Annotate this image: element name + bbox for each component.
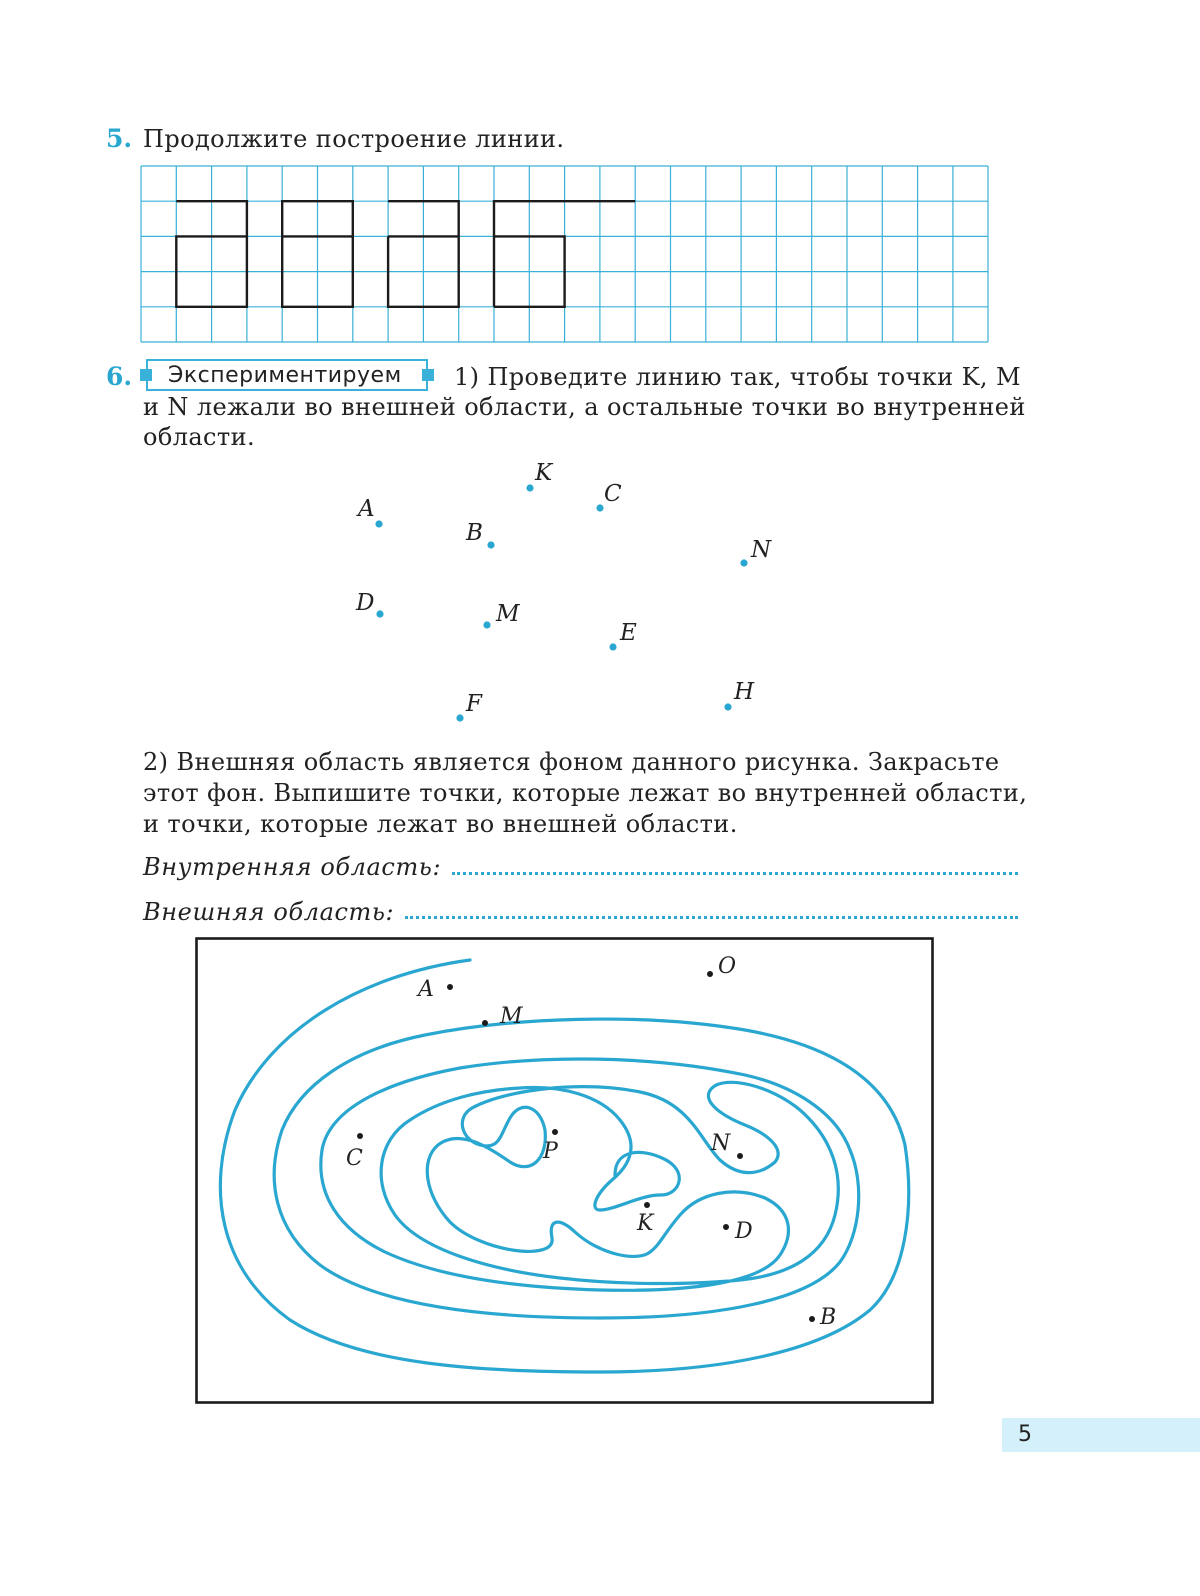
page-number-box	[1002, 1418, 1200, 1452]
point-k-label: K	[535, 460, 553, 486]
point-b-label: B	[466, 520, 483, 546]
point-a-label: A	[358, 496, 375, 522]
point-d-dot	[376, 610, 383, 617]
point-dots	[375, 484, 747, 721]
maze-point-m-dot	[482, 1020, 488, 1026]
experiment-badge	[146, 359, 428, 391]
maze-point-p-dot	[552, 1129, 558, 1135]
pattern-line	[176, 201, 635, 307]
maze-point-a-label: A	[418, 977, 434, 1002]
maze-point-k-dot	[644, 1202, 650, 1208]
maze-point-o-label: O	[718, 954, 737, 979]
maze-point-p-label: P	[543, 1139, 558, 1164]
point-n-label: N	[751, 537, 772, 563]
maze-curve	[220, 960, 908, 1372]
task-6-number: 6.	[106, 362, 133, 391]
maze-point-n-label: N	[711, 1131, 731, 1156]
maze-frame	[197, 939, 933, 1403]
point-f-label: F	[466, 691, 482, 717]
maze-point-n-dot	[737, 1153, 743, 1159]
point-h-label: H	[734, 679, 755, 705]
badge-label: Экспериментируем	[168, 363, 402, 388]
point-e-label: E	[620, 620, 637, 646]
outer-area-label: Внешняя область:	[143, 898, 395, 926]
inner-area-label: Внутренняя область:	[143, 853, 442, 881]
point-m-dot	[483, 621, 490, 628]
inner-area-answer-line[interactable]	[452, 872, 1018, 875]
task-6-part2-line3: и точки, которые лежат во внешней области.	[143, 810, 738, 838]
maze-point-b-label: B	[820, 1305, 837, 1330]
maze-point-k-label: K	[637, 1211, 654, 1236]
point-field	[340, 455, 800, 730]
grid-figure	[136, 162, 994, 348]
point-h-dot	[724, 703, 731, 710]
maze-point-d-label: D	[735, 1219, 753, 1244]
badge-square-right	[422, 369, 434, 381]
task-6-part2-line2: этот фон. Выпишите точки, которые лежат во внутренней области,	[143, 779, 1028, 807]
point-n-dot	[740, 559, 747, 566]
maze-point-c-dot	[357, 1133, 363, 1139]
task-5-text: Продолжите построение линии.	[143, 125, 565, 153]
point-k-dot	[526, 484, 533, 491]
task-6-part1-line2: и N лежали во внешней области, а остальные точки во внутренней	[143, 393, 1026, 421]
point-d-label: D	[356, 590, 375, 616]
badge-square-left	[140, 369, 152, 381]
task-6-part1-line1: 1) Проведите линию так, чтобы точки K, M	[454, 363, 1021, 391]
point-c-dot	[596, 504, 603, 511]
maze-point-a-dot	[447, 984, 453, 990]
maze-point-b-dot	[809, 1316, 815, 1322]
maze-point-d-dot	[723, 1224, 729, 1230]
maze-point-c-label: C	[346, 1146, 363, 1171]
maze-figure	[194, 936, 936, 1406]
page-number: 5	[1018, 1422, 1032, 1447]
point-f-dot	[456, 714, 463, 721]
point-c-label: C	[604, 481, 622, 507]
point-a-dot	[375, 520, 382, 527]
point-e-dot	[609, 643, 616, 650]
point-m-label: M	[496, 601, 520, 627]
maze-point-dots	[357, 971, 815, 1322]
outer-area-answer-line[interactable]	[405, 916, 1018, 919]
maze-point-o-dot	[707, 971, 713, 977]
point-b-dot	[487, 541, 494, 548]
task-6-part1-line3: области.	[143, 423, 255, 451]
task-5-number: 5.	[106, 124, 133, 153]
maze-point-m-label: M	[500, 1004, 523, 1029]
task-6-part2-line1: 2) Внешняя область является фоном данного рисунка. Закрасьте	[143, 748, 1000, 776]
